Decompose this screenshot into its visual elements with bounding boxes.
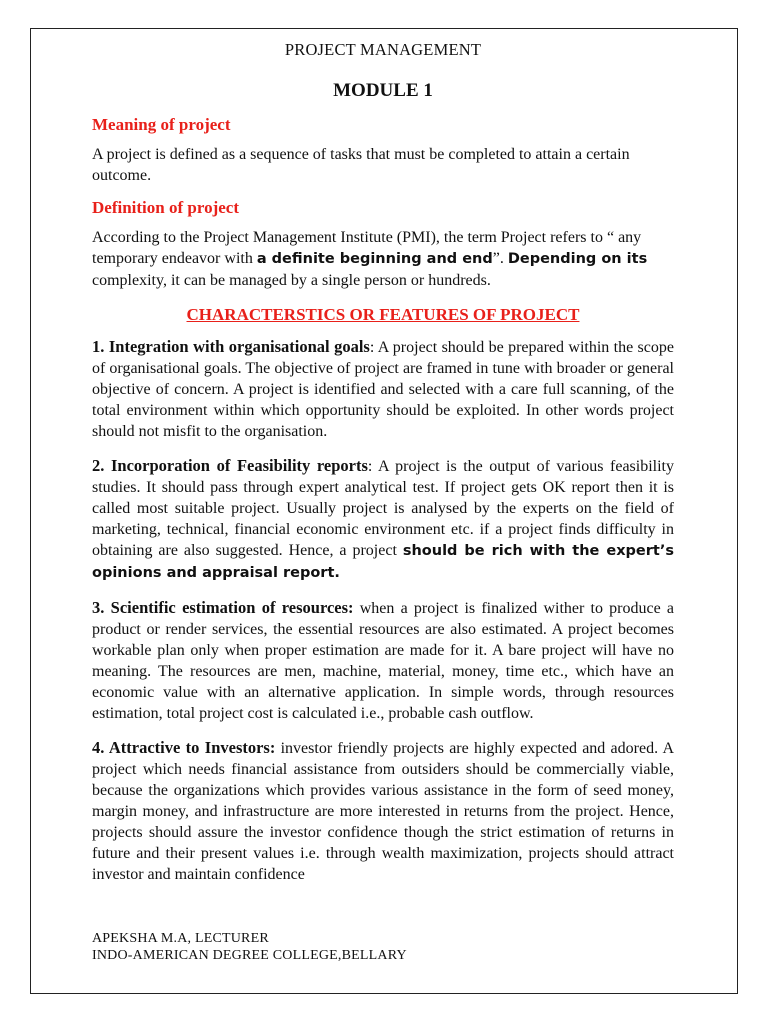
point-3-title: 3. Scientific estimation of resources: — [92, 598, 354, 617]
characteristics-heading: CHARACTERSTICS OR FEATURES OF PROJECT — [186, 305, 580, 324]
footer-author: APEKSHA M.A, LECTURER — [92, 931, 269, 946]
definition-text-a: According to the Project Management Institute (PMI), the term Project refers to “ any temporary endeavor with — [92, 229, 642, 267]
point-3-text: when a project is finalized wither to produce a product or render services, the essential resources are also estimated. A project becomes workable plan only when proper estimation are made for it. A bare project will have no meaning. The resources are men, machine, material, money, time etc., which have an economic value with an alternative application. In simple words, through resources estimation, total project cost is calculated i.e., probable cash outflow. — [92, 600, 674, 722]
point-2-title: 2. Incorporation of Feasibility reports — [92, 456, 368, 475]
definition-bold-b: Depending on its — [507, 251, 648, 267]
point-4-title: 4. Attractive to Investors: — [92, 738, 276, 757]
point-2-bold-tail: should be rich with the expert’s opinions and appraisal report. — [92, 543, 674, 581]
point-1-title: 1. Integration with organisational goals — [92, 337, 370, 356]
point-1 — [92, 336, 674, 442]
module-heading: MODULE 1 — [333, 80, 433, 101]
point-2 — [92, 455, 674, 584]
point-4 — [92, 737, 674, 885]
point-4-text: investor friendly projects are highly expected and adored. A project which needs financial assistance from outsiders should be commercially viable, because the organizations which provides various assistance in the form of seed money, margin money, and infrastructure are more interested in returns from the project. Hence, projects should assure the investor confidence though the strict estimation of returns in future and their present values i.e. through wealth maximization, projects should attract investor and maintain confidence — [92, 740, 674, 883]
point-3 — [92, 597, 674, 724]
document-title: PROJECT MANAGEMENT — [284, 40, 482, 59]
definition-text-b: ”. — [492, 250, 508, 267]
definition-text-c: complexity, it can be managed by a single person or hundreds. — [92, 272, 491, 289]
meaning-heading: Meaning of project — [92, 115, 231, 134]
definition-bold-a: a definite beginning and end — [256, 251, 493, 267]
document-body — [92, 40, 674, 893]
meaning-text: A project is defined as a sequence of tasks that must be completed to attain a certain outcome. — [92, 146, 630, 184]
definition-text — [92, 227, 674, 291]
definition-heading: Definition of project — [92, 198, 239, 217]
page-footer — [92, 930, 407, 964]
footer-college: INDO-AMERICAN DEGREE COLLEGE,BELLARY — [92, 948, 407, 963]
point-1-text: : A project should be prepared within the scope of organisational goals. The objective of project are framed in tune with broader or general objective of concern. A project is identified and selected with a care full scanning, of the total environment within which opportunity should be exploited. In other words project should not misfit to the organisation. — [92, 339, 674, 440]
point-2-text: : A project is the output of various feasibility studies. It should pass through expert analytical test. If project gets OK report then it is called most suitable project. Usually project is analysed by the experts on the field of marketing, technical, financial economic environment etc. if a project finds difficulty in obtaining are also suggested. Hence, a project — [92, 458, 674, 559]
